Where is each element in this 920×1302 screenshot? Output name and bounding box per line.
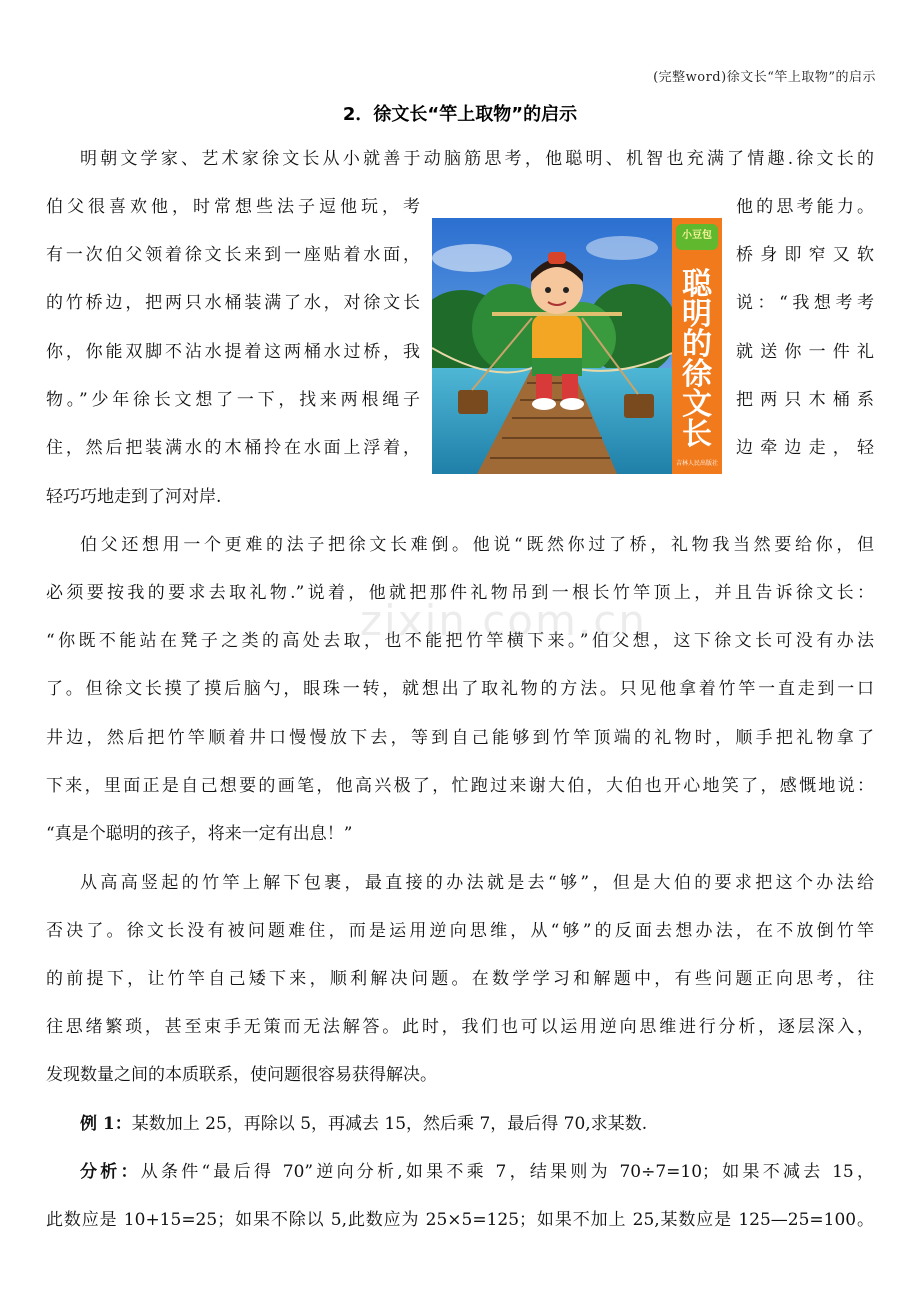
analysis-line-1 [80, 1157, 874, 1187]
para1-line-4-right: 说：“我想考考 [736, 293, 874, 313]
para1-line-4-left: 的竹桥边，把两只水桶装满了水，对徐文长 [46, 293, 420, 313]
para1-line-2-right: 他的思考能力。 [736, 197, 874, 217]
para1-line-7-right: 边牵边走，轻 [736, 438, 874, 458]
para2-line-3: “你既不能站在凳子之类的高处去取，也不能把竹竿横下来。”伯父想，这下徐文长可没有办法 [46, 631, 874, 651]
para3-line-2: 否决了。徐文长没有被问题难住，而是运用逆向思维，从“够”的反面去想办法，在不放倒竹竿 [46, 921, 874, 941]
analysis-text-1: 从条件“最后得 70”逆向分析,如果不乘 7，结果则为 70÷7=10；如果不减去 15， [140, 1162, 874, 1182]
para3-line-4: 往思绪繁琐，甚至束手无策而无法解答。此时，我们也可以运用逆向思维进行分析，逐层深入， [46, 1017, 874, 1037]
cover-publisher: 吉林人民出版社 [675, 460, 718, 467]
para2-line-5: 井边，然后把竹竿顺着井口慢慢放下去，等到自己能够到竹竿顶端的礼物时，顺手把礼物拿了 [46, 728, 874, 748]
para2-line-4: 了。但徐文长摸了摸后脑勺，眼珠一转，就想出了取礼物的方法。只见他拿着竹竿一直走到一口 [46, 679, 874, 699]
example-1-text: 某数加上 25，再除以 5，再减去 15，然后乘 7，最后得 70,求某数. [131, 1114, 648, 1134]
para1-line-5-right: 就送你一件礼 [736, 342, 874, 362]
para3-line-5: 发现数量之间的本质联系，使问题很容易获得解决。 [46, 1065, 437, 1085]
example-1 [80, 1109, 874, 1139]
para1-line-1: 明朝文学家、艺术家徐文长从小就善于动脑筋思考，他聪明、机智也充满了情趣.徐文长的 [80, 149, 874, 169]
para1-line-6-right: 把两只木桶系 [736, 390, 874, 410]
watermark: zixin.com.cn [360, 596, 647, 645]
para1-line-6-left: 物。”少年徐长文想了一下，找来两根绳子 [46, 390, 420, 410]
analysis-label: 分析： [80, 1162, 141, 1182]
para1-line-3-left: 有一次伯父领着徐文长来到一座贴着水面， [46, 245, 420, 265]
para2-line-1: 伯父还想用一个更难的法子把徐文长难倒。他说“既然你过了桥，礼物我当然要给你，但 [80, 535, 874, 555]
running-header: (完整word)徐文长“竿上取物”的启示 [653, 70, 876, 85]
para3-line-1: 从高高竖起的竹竿上解下包裹，最直接的办法就是去“够”，但是大伯的要求把这个办法给 [80, 873, 874, 893]
cover-book-title: 聪明的徐文长 [682, 267, 712, 452]
analysis-line-2: 此数应是 10+15=25；如果不除以 5,此数应为 25×5=125；如果不加上 25,某数应是 125—25=100。 [46, 1210, 874, 1230]
para2-line-6: 下来，里面正是自己想要的画笔，他高兴极了，忙跑过来谢大伯，大伯也开心地笑了，感慨地说： [46, 776, 874, 796]
cover-badge: 小豆包 [682, 230, 712, 241]
para2-line-2: 必须要按我的要求去取礼物.”说着，他就把那件礼物吊到一根长竹竿顶上，并且告诉徐文长： [46, 583, 874, 603]
para1-line-5-left: 你，你能双脚不沾水提着这两桶水过桥，我 [46, 342, 420, 362]
para1-line-2-left: 伯父很喜欢他，时常想些法子逗他玩，考 [46, 197, 420, 217]
example-1-label: 例 1： [80, 1114, 132, 1134]
para1-line-3-right: 桥身即窄又软 [736, 245, 874, 265]
para3-line-3: 的前提下，让竹竿自己矮下来，顺利解决问题。在数学学习和解题中，有些问题正向思考，往 [46, 969, 874, 989]
para1-line-7-left: 住，然后把装满水的木桶拎在水面上浮着， [46, 438, 420, 458]
para1-line-8: 轻巧巧地走到了河对岸. [46, 487, 222, 507]
para2-line-7: “真是个聪明的孩子，将来一定有出息！” [46, 824, 353, 844]
page-title: 2．徐文长“竿上取物”的启示 [342, 104, 578, 125]
book-cover-illustration [432, 218, 722, 474]
